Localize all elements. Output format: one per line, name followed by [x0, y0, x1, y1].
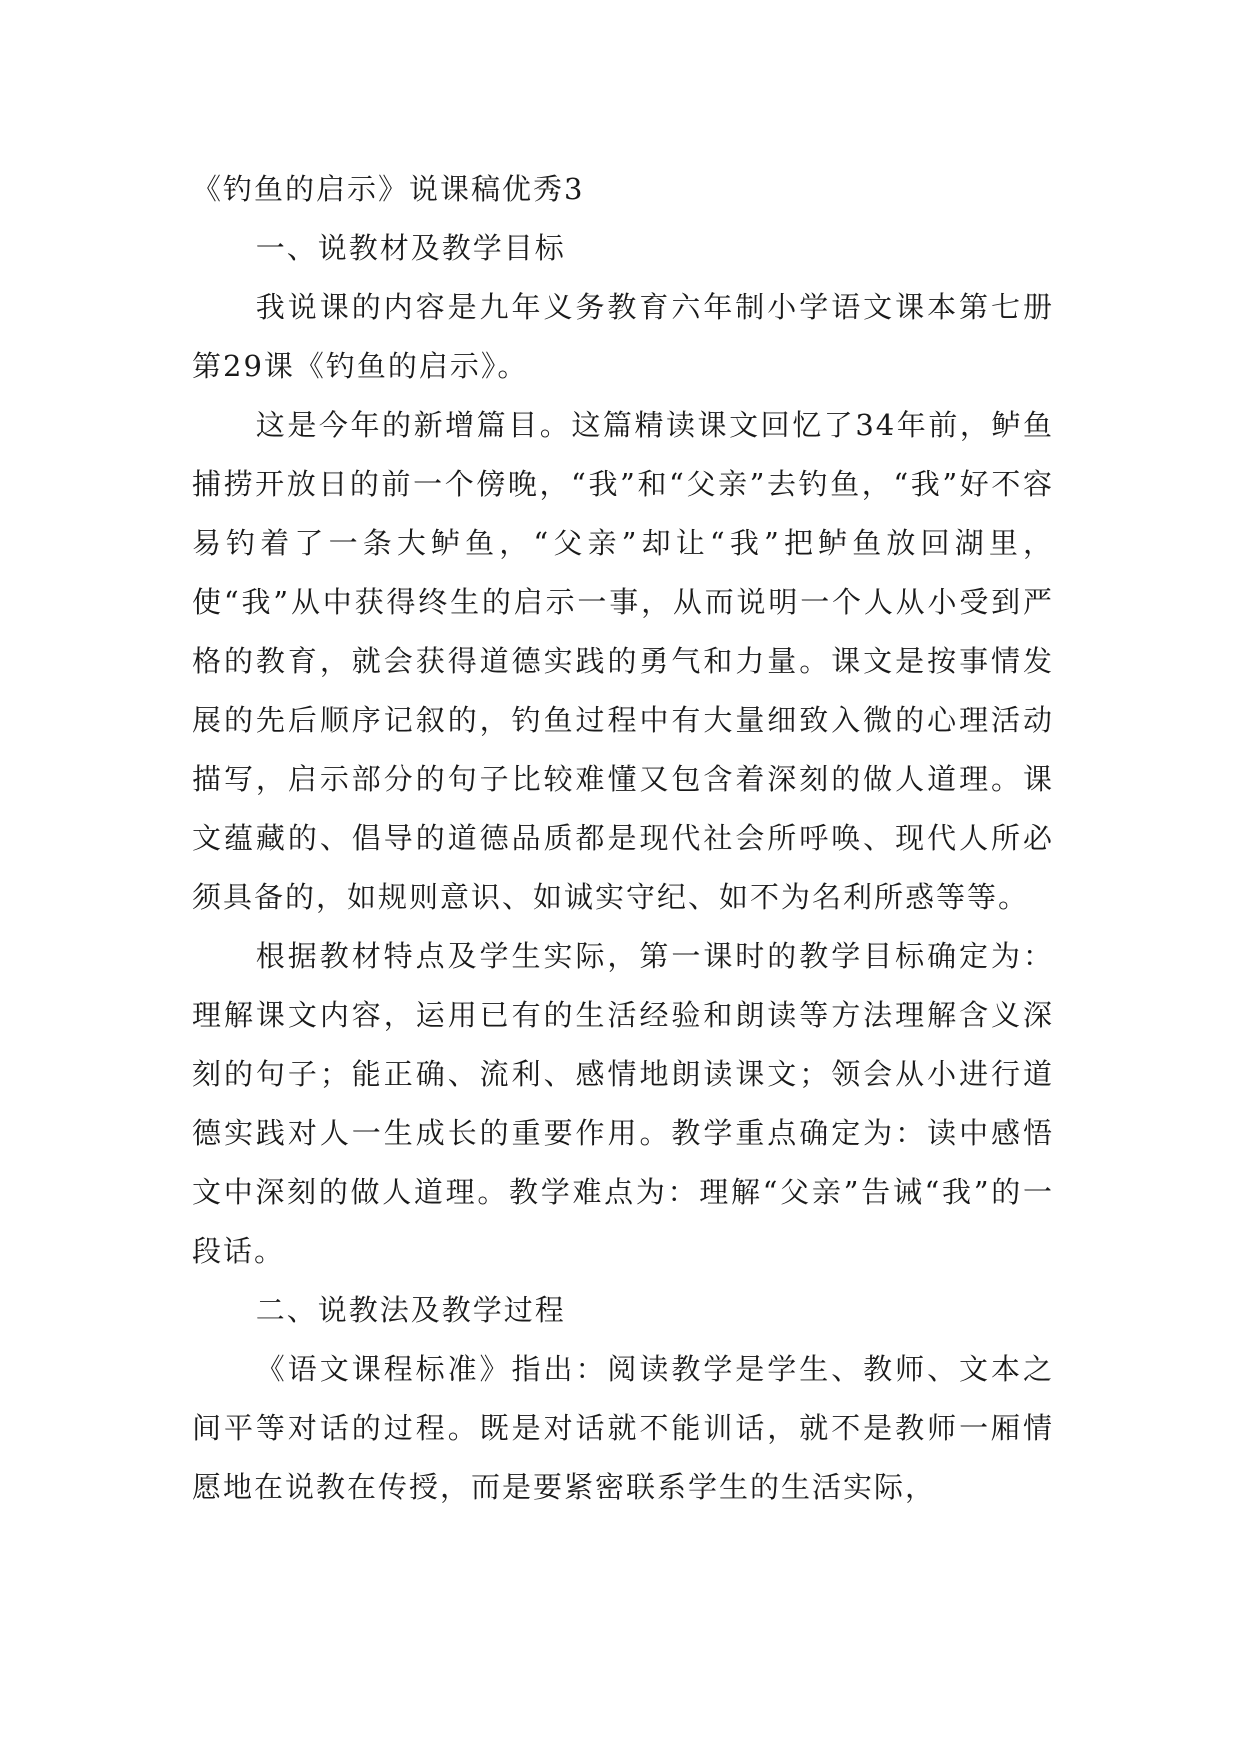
section-heading-teaching-method: 二、说教法及教学过程 [255, 1293, 566, 1327]
section-heading-teaching-material: 一、说教材及教学目标 [255, 231, 566, 265]
paragraph-lesson-content: 我说课的内容是九年义务教育六年制小学语文课本第七册第29课《钓鱼的启示》。 [192, 290, 1054, 383]
document-title: 《钓鱼的启示》说课稿优秀3 [192, 172, 585, 206]
paragraph-curriculum-standard: 《语文课程标准》指出：阅读教学是学生、教师、文本之间平等对话的过程。既是对话就不能训话，就不是教师一厢情愿地在说教在传授，而是要紧密联系学生的生活实际， [192, 1352, 1054, 1504]
document-body [192, 160, 1054, 1517]
paragraph-teaching-goals: 根据教材特点及学生实际，第一课时的教学目标确定为：理解课文内容，运用已有的生活经验和朗读等方法理解含义深刻的句子；能正确、流利、感情地朗读课文；领会从小进行道德实践对人一生成长的重要作用。教学重点确定为：读中感悟文中深刻的做人道理。教学难点为：理解“父亲”告诫“我”的一段话。 [192, 939, 1054, 1268]
paragraph-text-analysis: 这是今年的新增篇目。这篇精读课文回忆了34年前，鲈鱼捕捞开放日的前一个傍晚，“我”和“父亲”去钓鱼，“我”好不容易钓着了一条大鲈鱼，“父亲”却让“我”把鲈鱼放回湖里，使“我”从中获得终生的启示一事，从而说明一个人从小受到严格的教育，就会获得道德实践的勇气和力量。课文是按事情发展的先后顺序记叙的，钓鱼过程中有大量细致入微的心理活动描写，启示部分的句子比较难懂又包含着深刻的做人道理。课文蕴藏的、倡导的道德品质都是现代社会所呼唤、现代人所必须具备的，如规则意识、如诚实守纪、如不为名利所惑等等。 [192, 408, 1054, 914]
